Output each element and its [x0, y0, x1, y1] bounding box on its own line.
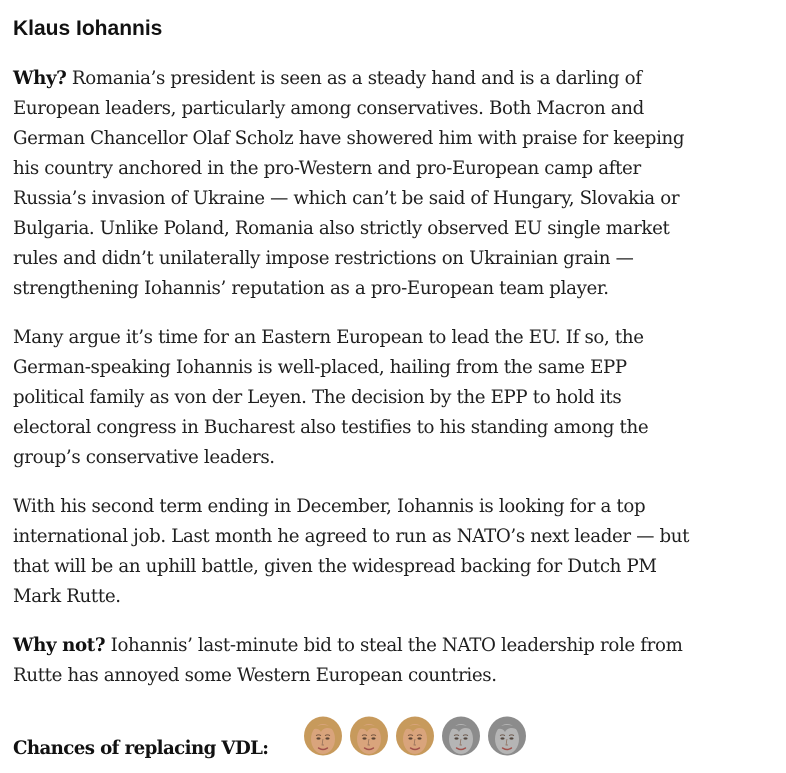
paragraph-eastern-european: Many argue it’s time for an Eastern European to lead the EU. If so, the German-speaking Iohannis is well-placed, hailing from the same EPP political family as von der Leyen. The decision by the EPP to hold its electoral congress in Bucharest also testifies to his standing among the group’s conservative leaders. — [13, 327, 649, 468]
article — [13, 14, 703, 710]
why-label: Why? — [13, 68, 67, 89]
von-der-leyen-face-icon-empty — [440, 716, 482, 758]
chances-rating-section — [13, 714, 693, 764]
why-not-label: Why not? — [13, 635, 106, 656]
candidate-heading: Klaus Iohannis — [13, 17, 163, 40]
chances-label: Chances of replacing VDL: — [13, 738, 269, 759]
von-der-leyen-face-icon-empty — [486, 716, 528, 758]
von-der-leyen-face-icon-filled — [394, 716, 436, 758]
von-der-leyen-face-icon-filled — [348, 716, 390, 758]
von-der-leyen-face-icon-filled — [302, 716, 344, 758]
why-paragraph — [13, 64, 703, 304]
paragraph-nato-bid: With his second term ending in December, Iohannis is looking for a top international job. Last month he agreed to run as NATO’s next leader — but that will be an uphill battle, given the widespread backing for Dutch PM Mark Rutte. — [13, 496, 690, 607]
chances-rating — [302, 716, 528, 760]
why-text: Romania’s president is seen as a steady hand and is a darling of European leaders, particularly among conservatives. Both Macron and German Chancellor Olaf Scholz have showered him with praise for keeping his country anchored in the pro-Western and pro-European camp after Russia’s invasion of Ukraine — which can’t be said of Hungary, Slovakia or Bulgaria. Unlike Poland, Romania also strictly observed EU single market rules and didn’t unilaterally impose restrictions on Ukrainian grain — strengthening Iohannis’ reputation as a pro-European team player. — [13, 68, 685, 299]
why-not-paragraph — [13, 631, 703, 691]
why-not-text: Iohannis’ last-minute bid to steal the NATO leadership role from Rutte has annoyed some Western European countries. — [13, 635, 683, 686]
